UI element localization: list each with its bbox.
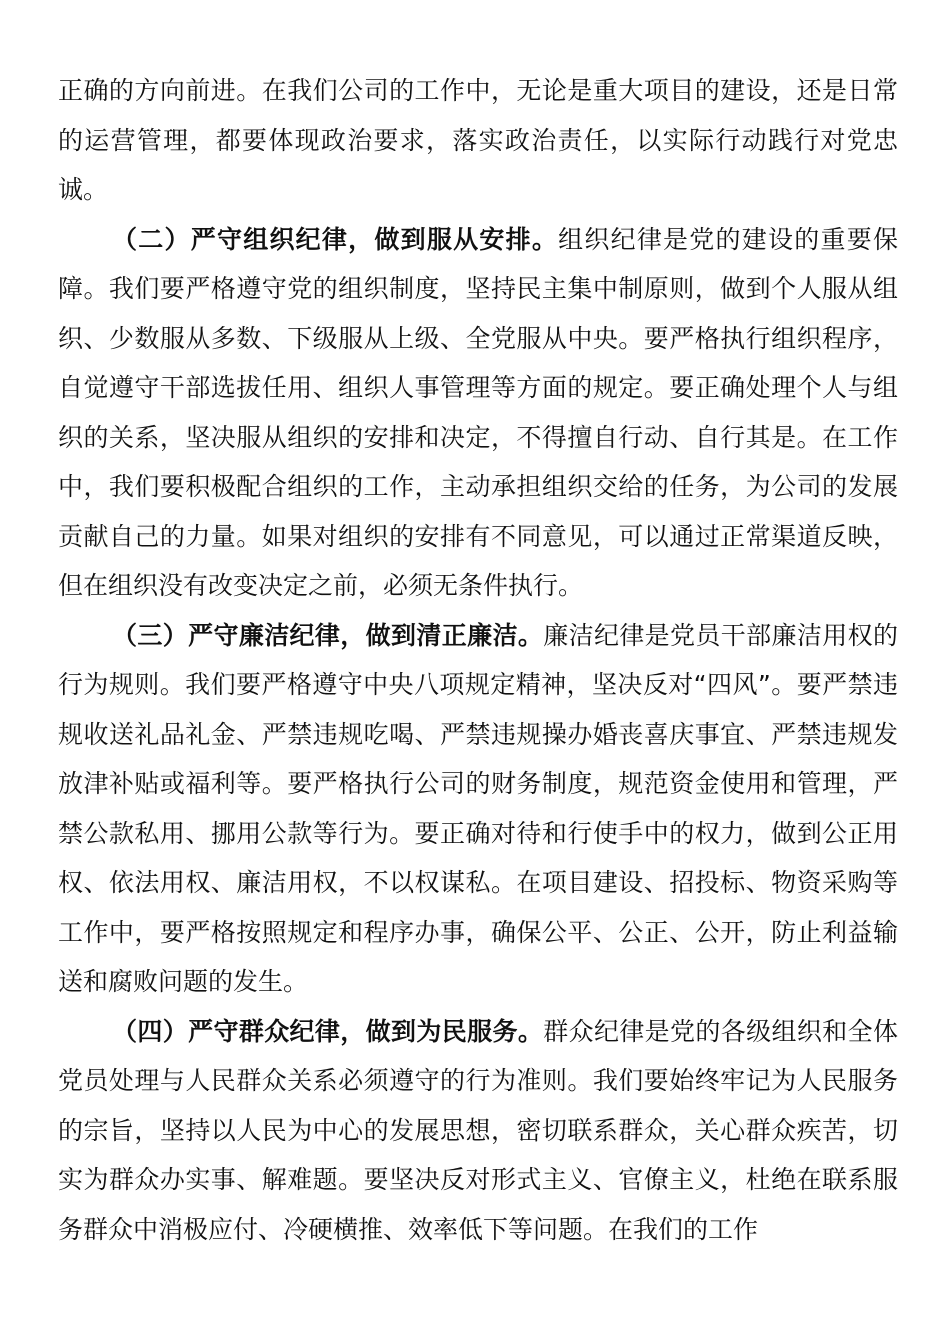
section-heading: （四）严守群众纪律，做到为民服务。 [112, 1016, 544, 1046]
paragraph-body: 群众纪律是党的各级组织和全体党员处理与人民群众关系必须遵守的行为准则。我们要始终牢记为人民服务的宗旨，坚持以人民为中心的发展思想，密切联系群众，关心群众疾苦，切实为群众办实事、解难题。要坚决反对形式主义、官僚主义，杜绝在联系服务群众中消极应付、冷硬横推、效率低下等问题。在我们的工作 [58, 1016, 898, 1244]
paragraph-body: 组织纪律是党的建设的重要保障。我们要严格遵守党的组织制度，坚持民主集中制原则，做到个人服从组织、少数服从多数、下级服从上级、全党服从中央。要严格执行组织程序，自觉遵守干部选拔任用、组织人事管理等方面的规定。要正确处理个人与组织的关系，坚决服从组织的安排和决定，不得擅自行动、自行其是。在工作中，我们要积极配合组织的工作，主动承担组织交给的任务，为公司的发展贡献自己的力量。如果对组织的安排有不同意见，可以通过正常渠道反映，但在组织没有改变决定之前，必须无条件执行。 [58, 224, 898, 600]
paragraph-continuation [58, 66, 898, 215]
section-heading: （二）严守组织纪律，做到服从安排。 [112, 224, 559, 254]
paragraph-mass-discipline [58, 1007, 898, 1255]
paragraph-body: 正确的方向前进。在我们公司的工作中，无论是重大项目的建设，还是日常的运营管理，都要体现政治要求，落实政治责任，以实际行动践行对党忠诚。 [58, 76, 898, 204]
paragraph-body: 廉洁纪律是党员干部廉洁用权的行为规则。我们要严格遵守中央八项规定精神，坚决反对“四风”。要严禁违规收送礼品礼金、严禁违规吃喝、严禁违规操办婚丧喜庆事宜、严禁违规发放津补贴或福利等。要严格执行公司的财务制度，规范资金使用和管理，严禁公款私用、挪用公款等行为。要正确对待和行使手中的权力，做到公正用权、依法用权、廉洁用权，不以权谋私。在项目建设、招投标、物资采购等工作中，要严格按照规定和程序办事，确保公平、公正、公开，防止利益输送和腐败问题的发生。 [58, 620, 898, 996]
section-heading: （三）严守廉洁纪律，做到清正廉洁。 [112, 620, 544, 650]
paragraph-organization-discipline [58, 215, 898, 611]
document-page [58, 66, 898, 1254]
paragraph-integrity-discipline [58, 611, 898, 1007]
